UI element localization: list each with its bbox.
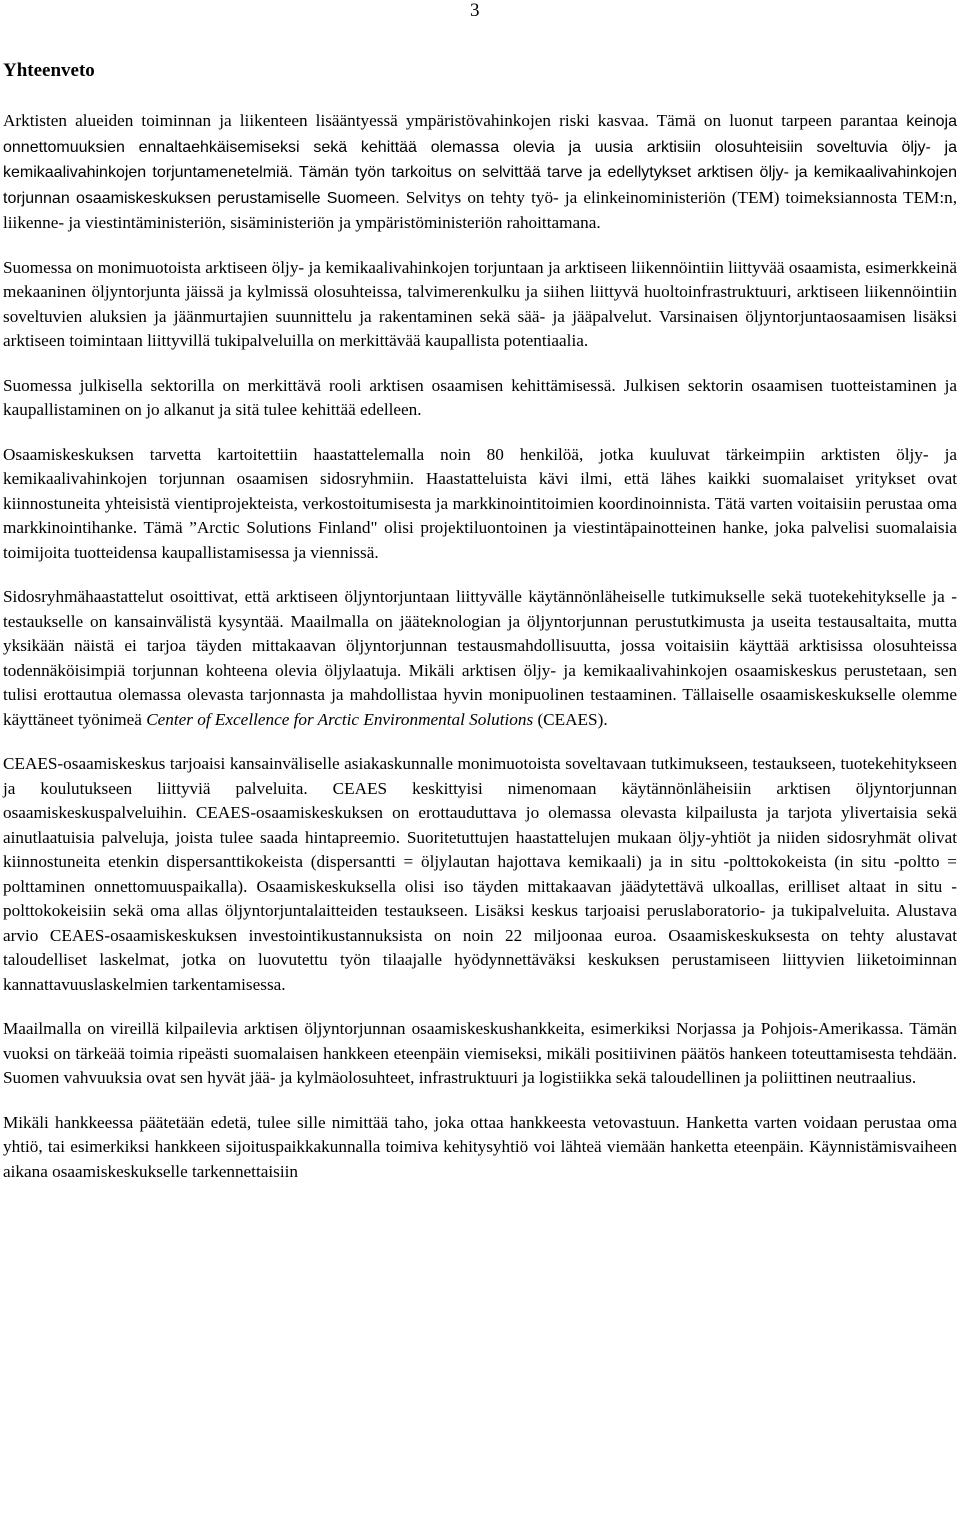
paragraph-stakeholder-tail: (CEAES). (533, 709, 608, 729)
page-number: 3 (470, 0, 480, 21)
paragraph-next-steps: Mikäli hankkeessa päätetään edetä, tulee sille nimittää taho, joka ottaa hankkeesta vetovastuun. Hanketta varten voidaan perustaa oma yhtiö, tai esimerkiksi hankkeen sijoituspaikkakunnalla toimiva kehitysyhtiö voi lähteä viemään hanketta eteenpäin. Käynnistämisvaiheen aikana osaamiskeskukselle tarkennettaisiin (3, 1112, 957, 1181)
section-heading: Yhteenveto (3, 60, 95, 81)
paragraph-interviews: Osaamiskeskuksen tarvetta kartoitettiin haastattelemalla noin 80 henkilöä, jotka kuuluvat tärkeimpiin arktisten öljy- ja kemikaalivahinkojen torjunnan osaamisen sidosryhmiin. Haastatteluista kävi ilmi, että lähes kaikki suomalaiset yritykset ovat kiinnostuneita yhteisistä vientiprojekteista, verkostoitumisesta ja markkinointitoimien koordinoinnista. Tätä varten voitaisiin perustaa oma markkinointihanke. Tämä ”Arctic Solutions Finland" olisi projektiluontoinen ja viestintäpainotteinen hanke, joka palvelisi suomalaisia toimijoita tuotteidensa kaupallistamisessa ja viennissä. (3, 444, 957, 562)
working-name-italic: Center of Excellence for Arctic Environmental Solutions (146, 709, 534, 729)
paragraph-stakeholder-text: Sidosryhmähaastattelut osoittivat, että arktiseen öljyntorjuntaan liittyvälle käytännönläheiselle tutkimukselle sekä tuotekehitykselle ja -testaukselle on kansainvälistä kysyntää. Maailmalla on jääteknologian ja öljyntorjunnan perustutkimusta ja useita testausaltaita, mutta yksikään näistä ei tarjoa täyden mittakaavan öljyntorjunnan testausmahdollisuutta, jossa voitaisiin käyttää arktisissa olosuhteissa todennäköisimpiä torjunnan kohteena olevia öljylaatuja. Mikäli arktisen öljy- ja kemikaalivahinkojen osaamiskeskus perustetaan, sen tulisi erottautua olemassa olevasta tarjonnasta ja mahdollistaa hyvin monipuolinen testaaminen. Tällaiselle osaamiskeskukselle olemme käyttäneet työnimeä (3, 587, 957, 729)
paragraph-public-sector: Suomessa julkisella sektorilla on merkittävä rooli arktisen osaamisen kehittämisessä. Julkisen sektorin osaamisen tuotteistaminen ja kaupallistaminen on jo alkanut ja sitä tulee kehittää edelleen. (3, 375, 957, 419)
paragraph-intro-tail: Selvitys on tehty työ- ja elinkeinoministeriön (TEM) toimeksiannosta TEM:n, liikenne- ja viestintäministeriön, sisäministeriön ja ympäristöministeriön rahoittamana. (3, 187, 957, 232)
paragraph-intro-lead: Arktisten alueiden toiminnan ja liikenteen lisääntyessä ympäristövahinkojen riski kasvaa. Tämä on luonut tarpeen parantaa (3, 111, 907, 130)
paragraph-intro (3, 109, 957, 236)
paragraph-stakeholder-findings (3, 585, 957, 732)
paragraph-intro-sans-segment: keinoja onnettomuuksien ennaltaehkäisemiseksi sekä kehittää olemassa olevia ja uusia arktisiin olosuhteisiin soveltuvia öljy- ja kemikaalivahinkojen torjuntamenetelmiä. Tämän työn tarkoitus on selvittää tarve ja edellytykset arktisen öljy- ja kemikaalivahinkojen torjunnan osaamiskeskuksen perustamiselle Suomeen. (3, 113, 957, 207)
document-body (3, 109, 957, 1204)
paragraph-ceaes-services: CEAES-osaamiskeskus tarjoaisi kansainväliselle asiakaskunnalle monimuotoista soveltavaan tutkimukseen, testaukseen, tuotekehitykseen ja koulutukseen liittyviä palveluita. CEAES keskittyisi nimenomaan käytännönläheisiin arktisen öljyntorjunnan osaamiskeskuspalveluihin. CEAES-osaamiskeskuksen on erottauduttava jo olemassa olevasta kilpailusta ja tarjota ylivertaisia sekä ainutlaatuisia palveluja, joista tulee saada hintapreemio. Suoritetuttujen haastattelujen mukaan öljy-yhtiöt ja niiden sidosryhmät olivat kiinnostuneita etenkin dispersanttikokeista (dispersantti = öljylautan hajottava kemikaali) ja in situ -polttokokeista (in situ -poltto = polttaminen onnettomuuspaikalla). Osaamiskeskuksella olisi iso täyden mittakaavan jäädytettävä ulkoallas, erilliset altaat in situ -polttokokeisiin sekä oma allas öljyntorjuntalaitteiden testaukseen. Lisäksi keskus tarjoaisi peruslaboratorio- ja tukipalveluita. Alustava arvio CEAES-osaamiskeskuksen investointikustannuksista on noin 22 miljoonaa euroa. Osaamiskeskuksesta on tehty alustavat taloudelliset laskelmat, jotka on luovutettu työn tilaajalle hyödynnettäväksi keskuksen perustamiseen liittyvien liiketoiminnan kannattavuuslaskelmien tarkentamisessa. (3, 754, 957, 994)
paragraph-competition: Maailmalla on vireillä kilpailevia arktisen öljyntorjunnan osaamiskeskushankkeita, esimerkiksi Norjassa ja Pohjois-Amerikassa. Tämän vuoksi on tärkeää toimia ripeästi suomalaisen hankkeen eteenpäin viemiseksi, mikäli positiivinen päätös hankeen toteuttamisesta tehdään. Suomen vahvuuksia ovat sen hyvät jää- ja kylmäolosuhteet, infrastruktuuri ja logistiikka sekä taloudellinen ja poliittinen neutraalius. (3, 1019, 957, 1087)
paragraph-finnish-expertise: Suomessa on monimuotoista arktiseen öljy- ja kemikaalivahinkojen torjuntaan ja arktiseen liikennöintiin liittyvää osaamista, esimerkkeinä mekaaninen öljyntorjunta jäissä ja kylmissä olosuhteissa, talvimerenkulku ja siihen liittyvä huoltoinfrastruktuuri, arktiseen liikennöintiin soveltuvien aluksien ja jäänmurtajien suunnittelu ja rakentaminen sekä sää- ja jääpalvelut. Varsinaisen öljyntorjuntaosaamisen lisäksi arktiseen toimintaan liittyvillä tukipalveluilla on merkittävää kaupallista potentiaalia. (3, 257, 957, 350)
